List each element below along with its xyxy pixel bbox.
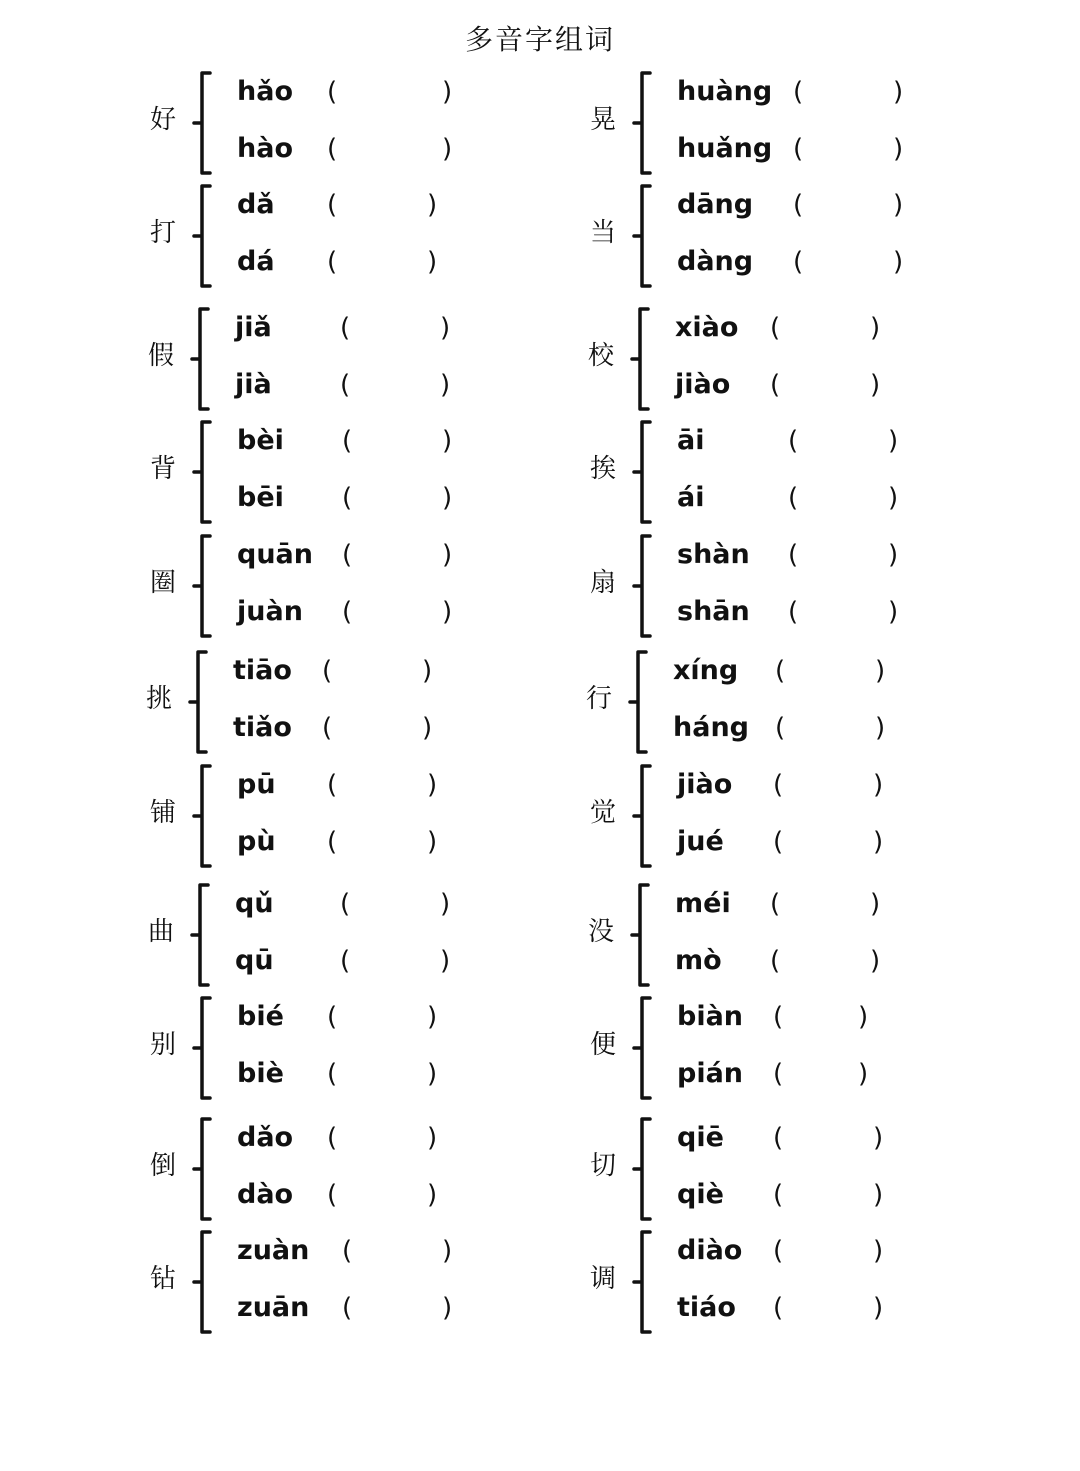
close-parenthesis: ) <box>442 1293 453 1323</box>
open-parenthesis: ( <box>327 1123 338 1153</box>
polyphone-character: 打 <box>150 218 177 248</box>
answer-blank[interactable] <box>341 242 423 282</box>
polyphone-group <box>590 535 930 641</box>
close-parenthesis: ) <box>442 483 453 513</box>
open-parenthesis: ( <box>770 946 781 976</box>
open-parenthesis: ( <box>327 1180 338 1210</box>
answer-blank[interactable] <box>341 1175 423 1215</box>
open-parenthesis: ( <box>340 313 351 343</box>
close-parenthesis: ) <box>442 540 453 570</box>
polyphone-character: 曲 <box>148 917 175 947</box>
pinyin-label: biàn <box>677 1001 744 1032</box>
pinyin-label: bié <box>237 1001 284 1032</box>
answer-blank[interactable] <box>354 308 436 348</box>
pinyin-label: hào <box>237 133 293 164</box>
answer-blank[interactable] <box>356 1288 438 1328</box>
pinyin-label: dǎ <box>237 189 275 220</box>
polyphone-group <box>590 1231 930 1337</box>
pinyin-label: dào <box>237 1179 294 1210</box>
reading-row <box>237 478 497 518</box>
close-parenthesis: ) <box>427 1002 438 1032</box>
reading-row <box>675 884 935 924</box>
pinyin-label: jiǎ <box>235 312 272 343</box>
polyphone-character: 当 <box>590 218 617 248</box>
pinyin-label: dá <box>237 246 275 277</box>
curly-brace-icon <box>632 1115 656 1227</box>
pinyin-label: pū <box>237 769 276 800</box>
answer-blank[interactable] <box>807 242 889 282</box>
polyphone-group <box>590 421 930 527</box>
polyphone-character: 调 <box>590 1264 617 1294</box>
pinyin-label: shàn <box>677 539 750 570</box>
open-parenthesis: ( <box>775 656 786 686</box>
answer-blank[interactable] <box>341 1118 423 1158</box>
close-parenthesis: ) <box>442 77 453 107</box>
open-parenthesis: ( <box>342 597 353 627</box>
reading-row <box>675 365 935 405</box>
answer-blank[interactable] <box>802 421 884 461</box>
pinyin-label: pù <box>237 826 276 857</box>
pinyin-label: shān <box>677 596 750 627</box>
curly-brace-icon <box>192 182 216 294</box>
polyphone-character: 好 <box>150 105 177 135</box>
close-parenthesis: ) <box>888 597 899 627</box>
reading-row <box>675 308 935 348</box>
pinyin-label: mò <box>675 945 722 976</box>
answer-blank[interactable] <box>784 941 866 981</box>
pinyin-label: pián <box>677 1058 744 1089</box>
close-parenthesis: ) <box>888 426 899 456</box>
polyphone-group <box>150 72 490 178</box>
open-parenthesis: ( <box>327 134 338 164</box>
reading-row <box>237 997 497 1037</box>
polyphone-character: 钻 <box>150 1264 177 1294</box>
reading-row <box>237 421 497 461</box>
answer-blank[interactable] <box>787 1175 869 1215</box>
reading-row <box>233 708 493 748</box>
polyphone-group <box>146 651 486 757</box>
close-parenthesis: ) <box>870 313 881 343</box>
close-parenthesis: ) <box>870 370 881 400</box>
answer-blank[interactable] <box>356 478 438 518</box>
close-parenthesis: ) <box>870 946 881 976</box>
pinyin-label: hǎo <box>237 76 293 107</box>
polyphone-character: 行 <box>586 684 613 714</box>
open-parenthesis: ( <box>770 313 781 343</box>
close-parenthesis: ) <box>873 770 884 800</box>
reading-row <box>237 1231 497 1271</box>
reading-row <box>237 592 497 632</box>
pinyin-label: jiào <box>677 769 733 800</box>
close-parenthesis: ) <box>427 1123 438 1153</box>
answer-blank[interactable] <box>784 365 866 405</box>
open-parenthesis: ( <box>793 77 804 107</box>
reading-row <box>237 1175 497 1215</box>
open-parenthesis: ( <box>788 597 799 627</box>
open-parenthesis: ( <box>340 370 351 400</box>
open-parenthesis: ( <box>773 1123 784 1153</box>
reading-row <box>677 185 937 225</box>
answer-blank[interactable] <box>789 651 871 691</box>
answer-blank[interactable] <box>341 1054 423 1094</box>
close-parenthesis: ) <box>427 770 438 800</box>
answer-blank[interactable] <box>807 185 889 225</box>
open-parenthesis: ( <box>322 713 333 743</box>
open-parenthesis: ( <box>327 247 338 277</box>
close-parenthesis: ) <box>873 1180 884 1210</box>
close-parenthesis: ) <box>440 370 451 400</box>
reading-row <box>235 365 495 405</box>
answer-blank[interactable] <box>807 72 889 112</box>
curly-brace-icon <box>632 762 656 874</box>
answer-blank[interactable] <box>787 1288 869 1328</box>
close-parenthesis: ) <box>893 190 904 220</box>
curly-brace-icon <box>192 994 216 1106</box>
close-parenthesis: ) <box>440 889 451 919</box>
answer-blank[interactable] <box>802 535 884 575</box>
reading-row <box>237 765 497 805</box>
pinyin-label: dàng <box>677 246 754 277</box>
pinyin-label: háng <box>673 712 749 743</box>
close-parenthesis: ) <box>427 1180 438 1210</box>
open-parenthesis: ( <box>773 1180 784 1210</box>
curly-brace-icon <box>632 418 656 530</box>
pinyin-label: qū <box>235 945 274 976</box>
reading-row <box>677 129 937 169</box>
close-parenthesis: ) <box>442 134 453 164</box>
curly-brace-icon <box>192 762 216 874</box>
reading-row <box>677 478 937 518</box>
open-parenthesis: ( <box>788 426 799 456</box>
answer-blank[interactable] <box>356 1231 438 1271</box>
open-parenthesis: ( <box>342 426 353 456</box>
polyphone-character: 圈 <box>150 568 177 598</box>
curly-brace-icon <box>188 648 212 760</box>
close-parenthesis: ) <box>442 1236 453 1266</box>
close-parenthesis: ) <box>893 134 904 164</box>
answer-blank[interactable] <box>341 129 438 169</box>
open-parenthesis: ( <box>773 1293 784 1323</box>
curly-brace-icon <box>192 418 216 530</box>
open-parenthesis: ( <box>770 370 781 400</box>
polyphone-group <box>590 185 930 291</box>
polyphone-character: 校 <box>588 341 615 371</box>
reading-row <box>675 941 935 981</box>
polyphone-group <box>590 72 930 178</box>
pinyin-label: qǔ <box>235 888 274 919</box>
polyphone-group <box>590 997 930 1103</box>
reading-row <box>237 1288 497 1328</box>
reading-row <box>677 72 937 112</box>
polyphone-group <box>590 765 930 871</box>
polyphone-group <box>150 765 490 871</box>
pinyin-label: zuān <box>237 1292 310 1323</box>
curly-brace-icon <box>628 648 652 760</box>
close-parenthesis: ) <box>427 827 438 857</box>
reading-row <box>677 1118 937 1158</box>
close-parenthesis: ) <box>888 483 899 513</box>
polyphone-character: 铺 <box>150 798 177 828</box>
polyphone-group <box>590 1118 930 1224</box>
curly-brace-icon <box>632 532 656 644</box>
answer-blank[interactable] <box>356 535 438 575</box>
reading-row <box>235 308 495 348</box>
reading-row <box>237 1118 497 1158</box>
pinyin-label: dāng <box>677 189 754 220</box>
polyphone-group <box>150 421 490 527</box>
close-parenthesis: ) <box>893 77 904 107</box>
polyphone-character: 晃 <box>590 105 617 135</box>
answer-blank[interactable] <box>784 884 866 924</box>
close-parenthesis: ) <box>870 889 881 919</box>
curly-brace-icon <box>632 69 656 181</box>
curly-brace-icon <box>190 305 214 417</box>
open-parenthesis: ( <box>340 946 351 976</box>
polyphone-group <box>586 651 926 757</box>
reading-row <box>677 822 937 862</box>
open-parenthesis: ( <box>342 540 353 570</box>
close-parenthesis: ) <box>427 190 438 220</box>
reading-row <box>677 1231 937 1271</box>
pinyin-label: jué <box>677 826 724 857</box>
answer-blank[interactable] <box>802 478 884 518</box>
open-parenthesis: ( <box>327 1002 338 1032</box>
reading-row <box>677 592 937 632</box>
curly-brace-icon <box>632 994 656 1106</box>
answer-blank[interactable] <box>354 941 436 981</box>
polyphone-group <box>150 535 490 641</box>
curly-brace-icon <box>632 1228 656 1340</box>
polyphone-character: 背 <box>150 454 177 484</box>
open-parenthesis: ( <box>327 77 338 107</box>
polyphone-character: 别 <box>150 1030 177 1060</box>
curly-brace-icon <box>632 182 656 294</box>
open-parenthesis: ( <box>775 713 786 743</box>
polyphone-character: 挑 <box>146 684 173 714</box>
close-parenthesis: ) <box>422 656 433 686</box>
open-parenthesis: ( <box>788 483 799 513</box>
answer-blank[interactable] <box>356 421 438 461</box>
polyphone-character: 切 <box>590 1151 617 1181</box>
pinyin-label: qiè <box>677 1179 724 1210</box>
open-parenthesis: ( <box>793 247 804 277</box>
answer-blank[interactable] <box>356 592 438 632</box>
polyphone-group <box>150 1118 490 1224</box>
answer-blank[interactable] <box>787 997 854 1037</box>
open-parenthesis: ( <box>322 656 333 686</box>
open-parenthesis: ( <box>793 190 804 220</box>
pinyin-label: juàn <box>237 596 303 627</box>
open-parenthesis: ( <box>773 1236 784 1266</box>
curly-brace-icon <box>190 881 214 993</box>
polyphone-character: 扇 <box>590 568 617 598</box>
answer-blank[interactable] <box>341 997 423 1037</box>
answer-blank[interactable] <box>802 592 884 632</box>
polyphone-character: 假 <box>148 341 175 371</box>
pinyin-label: qiē <box>677 1122 724 1153</box>
reading-row <box>673 651 933 691</box>
polyphone-group <box>148 884 488 990</box>
close-parenthesis: ) <box>427 247 438 277</box>
answer-blank[interactable] <box>341 185 423 225</box>
close-parenthesis: ) <box>873 1293 884 1323</box>
polyphone-group <box>150 185 490 291</box>
answer-blank[interactable] <box>336 651 418 691</box>
pinyin-label: huàng <box>677 76 773 107</box>
open-parenthesis: ( <box>342 1236 353 1266</box>
pinyin-label: tiáo <box>677 1292 736 1323</box>
close-parenthesis: ) <box>893 247 904 277</box>
polyphone-group <box>150 997 490 1103</box>
open-parenthesis: ( <box>773 770 784 800</box>
answer-blank[interactable] <box>354 884 436 924</box>
polyphone-group <box>150 1231 490 1337</box>
reading-row <box>677 535 937 575</box>
reading-row <box>673 708 933 748</box>
close-parenthesis: ) <box>858 1059 869 1089</box>
pinyin-label: quān <box>237 539 313 570</box>
open-parenthesis: ( <box>788 540 799 570</box>
open-parenthesis: ( <box>793 134 804 164</box>
polyphone-character: 没 <box>588 917 615 947</box>
open-parenthesis: ( <box>342 483 353 513</box>
pinyin-label: tiǎo <box>233 712 292 743</box>
pinyin-label: ái <box>677 482 705 513</box>
answer-blank[interactable] <box>787 1231 869 1271</box>
close-parenthesis: ) <box>873 827 884 857</box>
answer-blank[interactable] <box>784 308 866 348</box>
pinyin-label: xiào <box>675 312 739 343</box>
close-parenthesis: ) <box>875 713 886 743</box>
close-parenthesis: ) <box>873 1236 884 1266</box>
polyphone-character: 挨 <box>590 454 617 484</box>
close-parenthesis: ) <box>422 713 433 743</box>
pinyin-label: āi <box>677 425 705 456</box>
page-title: 多音字组词 <box>464 23 615 56</box>
reading-row <box>233 651 493 691</box>
open-parenthesis: ( <box>770 889 781 919</box>
answer-blank[interactable] <box>336 708 418 748</box>
reading-row <box>237 1054 497 1094</box>
pinyin-label: jià <box>235 369 272 400</box>
close-parenthesis: ) <box>440 946 451 976</box>
open-parenthesis: ( <box>327 827 338 857</box>
reading-row <box>677 1288 937 1328</box>
curly-brace-icon <box>192 532 216 644</box>
polyphone-character: 便 <box>590 1030 617 1060</box>
answer-blank[interactable] <box>354 365 436 405</box>
close-parenthesis: ) <box>440 313 451 343</box>
close-parenthesis: ) <box>888 540 899 570</box>
polyphone-group <box>148 308 488 414</box>
answer-blank[interactable] <box>341 72 438 112</box>
reading-row <box>235 884 495 924</box>
reading-row <box>677 997 937 1037</box>
pinyin-label: biè <box>237 1058 284 1089</box>
reading-row <box>237 822 497 862</box>
reading-row <box>677 1175 937 1215</box>
polyphone-group <box>588 308 928 414</box>
answer-blank[interactable] <box>341 822 423 862</box>
curly-brace-icon <box>192 69 216 181</box>
open-parenthesis: ( <box>342 1293 353 1323</box>
curly-brace-icon <box>192 1228 216 1340</box>
answer-blank[interactable] <box>807 129 889 169</box>
reading-row <box>237 72 497 112</box>
polyphone-group <box>588 884 928 990</box>
open-parenthesis: ( <box>340 889 351 919</box>
close-parenthesis: ) <box>873 1123 884 1153</box>
open-parenthesis: ( <box>773 1002 784 1032</box>
pinyin-label: jiào <box>675 369 731 400</box>
curly-brace-icon <box>630 881 654 993</box>
reading-row <box>237 129 497 169</box>
close-parenthesis: ) <box>442 597 453 627</box>
open-parenthesis: ( <box>327 1059 338 1089</box>
reading-row <box>235 941 495 981</box>
pinyin-label: diào <box>677 1235 743 1266</box>
open-parenthesis: ( <box>327 190 338 220</box>
pinyin-label: xíng <box>673 655 739 686</box>
pinyin-label: dǎo <box>237 1122 294 1153</box>
curly-brace-icon <box>630 305 654 417</box>
answer-blank[interactable] <box>787 822 869 862</box>
reading-row <box>677 421 937 461</box>
close-parenthesis: ) <box>875 656 886 686</box>
curly-brace-icon <box>192 1115 216 1227</box>
reading-row <box>677 242 937 282</box>
close-parenthesis: ) <box>858 1002 869 1032</box>
reading-row <box>237 185 497 225</box>
reading-row <box>677 765 937 805</box>
answer-blank[interactable] <box>787 765 869 805</box>
reading-row <box>237 242 497 282</box>
open-parenthesis: ( <box>773 1059 784 1089</box>
close-parenthesis: ) <box>427 1059 438 1089</box>
answer-blank[interactable] <box>787 1118 869 1158</box>
close-parenthesis: ) <box>442 426 453 456</box>
pinyin-label: méi <box>675 888 731 919</box>
reading-row <box>237 535 497 575</box>
answer-blank[interactable] <box>789 708 871 748</box>
pinyin-label: huǎng <box>677 133 773 164</box>
pinyin-label: tiāo <box>233 655 292 686</box>
pinyin-label: zuàn <box>237 1235 310 1266</box>
open-parenthesis: ( <box>773 827 784 857</box>
reading-row <box>677 1054 937 1094</box>
polyphone-character: 觉 <box>590 798 617 828</box>
answer-blank[interactable] <box>341 765 423 805</box>
polyphone-character: 倒 <box>150 1151 177 1181</box>
pinyin-label: bēi <box>237 482 284 513</box>
answer-blank[interactable] <box>787 1054 854 1094</box>
pinyin-label: bèi <box>237 425 284 456</box>
open-parenthesis: ( <box>327 770 338 800</box>
